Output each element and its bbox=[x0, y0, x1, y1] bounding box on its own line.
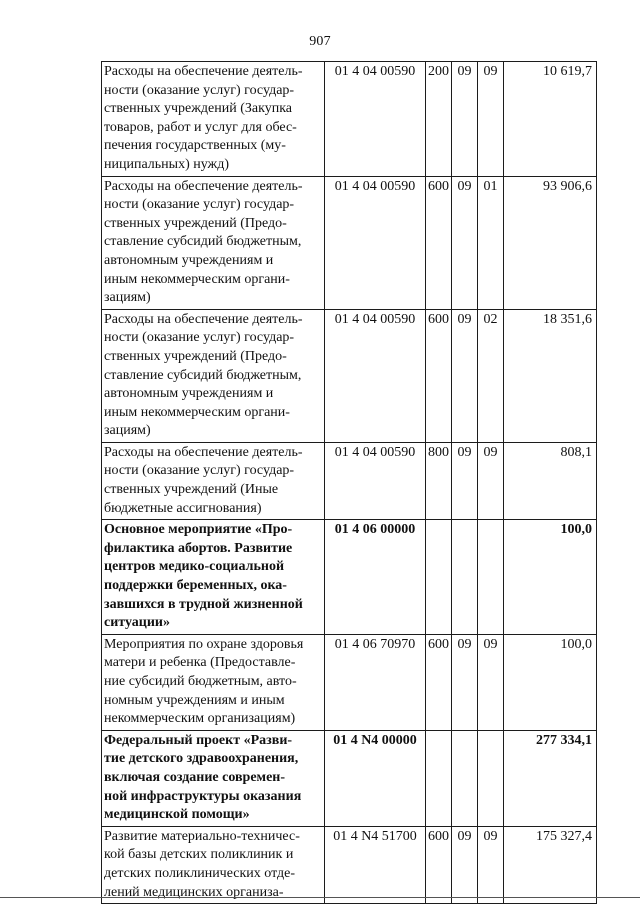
row-subsection: 02 bbox=[478, 309, 504, 442]
row-name-line: ности (оказание услуг) государ- bbox=[104, 82, 295, 98]
row-name-line: матери и ребенка (Предоставле- bbox=[104, 655, 296, 671]
row-expense-type: 200 bbox=[426, 62, 452, 177]
row-name-line: Расходы на обеспечение деятель- bbox=[104, 444, 303, 460]
row-name-line: бюджетные ассигнования) bbox=[104, 500, 262, 516]
row-sum: 100,0 bbox=[504, 520, 597, 635]
page-bottom-edge bbox=[0, 897, 640, 898]
table-row bbox=[102, 62, 597, 177]
row-code: 01 4 04 00590 bbox=[325, 309, 426, 442]
row-section: 09 bbox=[452, 176, 478, 309]
row-expense-type: 600 bbox=[426, 826, 452, 903]
row-code: 01 4 N4 00000 bbox=[325, 730, 426, 826]
row-name-line: ности (оказание услуг) государ- bbox=[104, 330, 295, 346]
row-name-line: Федеральный проект «Разви- bbox=[104, 732, 293, 748]
row-name bbox=[102, 634, 325, 730]
table-row bbox=[102, 442, 597, 519]
row-sum: 100,0 bbox=[504, 634, 597, 730]
table-row bbox=[102, 730, 597, 826]
row-section bbox=[452, 520, 478, 635]
row-subsection: 09 bbox=[478, 634, 504, 730]
row-code: 01 4 04 00590 bbox=[325, 62, 426, 177]
row-expense-type: 600 bbox=[426, 176, 452, 309]
row-name bbox=[102, 730, 325, 826]
row-name-line: детских поликлинических отде- bbox=[104, 865, 296, 881]
row-name bbox=[102, 309, 325, 442]
row-sum: 93 906,6 bbox=[504, 176, 597, 309]
row-section: 09 bbox=[452, 826, 478, 903]
row-code: 01 4 06 00000 bbox=[325, 520, 426, 635]
row-name-line: Основное мероприятие «Про- bbox=[104, 522, 293, 538]
row-code: 01 4 04 00590 bbox=[325, 176, 426, 309]
row-name-line: ставление субсидий бюджетным, bbox=[104, 367, 302, 383]
table-row bbox=[102, 826, 597, 903]
row-expense-type: 600 bbox=[426, 634, 452, 730]
row-name-line: ситуации» bbox=[104, 615, 170, 631]
row-expense-type: 800 bbox=[426, 442, 452, 519]
row-name-line: кой базы детских поликлиник и bbox=[104, 847, 294, 863]
row-subsection bbox=[478, 520, 504, 635]
row-name-line: Расходы на обеспечение деятель- bbox=[104, 311, 303, 327]
row-name-line: ственных учреждений (Предо- bbox=[104, 215, 287, 231]
row-name-line: поддержки беременных, ока- bbox=[104, 578, 287, 594]
row-name bbox=[102, 176, 325, 309]
row-name-line: иным некоммерческим органи- bbox=[104, 271, 290, 287]
row-name-line: номным учреждениям и иным bbox=[104, 692, 285, 708]
row-code: 01 4 04 00590 bbox=[325, 442, 426, 519]
page-number: 907 bbox=[309, 34, 331, 49]
row-subsection: 09 bbox=[478, 442, 504, 519]
row-name-line: автономным учреждениям и bbox=[104, 252, 274, 268]
row-name-line: ственных учреждений (Предо- bbox=[104, 348, 287, 364]
row-section: 09 bbox=[452, 309, 478, 442]
row-name-line: ственных учреждений (Иные bbox=[104, 482, 279, 498]
row-code: 01 4 N4 51700 bbox=[325, 826, 426, 903]
row-name-line: центров медико-социальной bbox=[104, 559, 285, 575]
row-expense-type: 600 bbox=[426, 309, 452, 442]
row-name-line: Развитие материально-техничес- bbox=[104, 828, 300, 844]
row-name-line: тие детского здравоохранения, bbox=[104, 751, 299, 767]
row-sum: 10 619,7 bbox=[504, 62, 597, 177]
row-name-line: ности (оказание услуг) государ- bbox=[104, 463, 295, 479]
row-section bbox=[452, 730, 478, 826]
row-section: 09 bbox=[452, 634, 478, 730]
row-name-line: медицинской помощи» bbox=[104, 807, 250, 823]
row-name bbox=[102, 520, 325, 635]
row-sum: 277 334,1 bbox=[504, 730, 597, 826]
row-name-line: ной инфраструктуры оказания bbox=[104, 788, 302, 804]
row-name-line: ности (оказание услуг) государ- bbox=[104, 197, 295, 213]
row-name bbox=[102, 826, 325, 903]
row-section: 09 bbox=[452, 442, 478, 519]
row-name-line: печения государственных (му- bbox=[104, 138, 286, 154]
row-name-line: некоммерческим организациям) bbox=[104, 711, 296, 727]
row-name-line: иным некоммерческим органи- bbox=[104, 404, 290, 420]
row-subsection: 09 bbox=[478, 62, 504, 177]
row-expense-type bbox=[426, 730, 452, 826]
row-name-line: Мероприятия по охране здоровья bbox=[104, 636, 304, 652]
row-section: 09 bbox=[452, 62, 478, 177]
row-name-line: Расходы на обеспечение деятель- bbox=[104, 64, 303, 79]
row-sum: 175 327,4 bbox=[504, 826, 597, 903]
row-name bbox=[102, 62, 325, 177]
row-name-line: филактика абортов. Развитие bbox=[104, 540, 293, 556]
row-name bbox=[102, 442, 325, 519]
row-name-line: зациям) bbox=[104, 290, 151, 306]
row-name-line: включая создание современ- bbox=[104, 769, 286, 785]
row-subsection: 01 bbox=[478, 176, 504, 309]
table-body bbox=[102, 62, 597, 904]
row-subsection: 09 bbox=[478, 826, 504, 903]
row-sum: 808,1 bbox=[504, 442, 597, 519]
row-name-line: ние субсидий бюджетным, авто- bbox=[104, 674, 297, 689]
row-code: 01 4 06 70970 bbox=[325, 634, 426, 730]
row-name-line: лений медицинских организа- bbox=[104, 884, 284, 900]
row-name-line: зациям) bbox=[104, 423, 151, 439]
table-row bbox=[102, 309, 597, 442]
table-row bbox=[102, 520, 597, 635]
row-name-line: ниципальных) нужд) bbox=[104, 156, 229, 172]
row-name-line: ставление субсидий бюджетным, bbox=[104, 234, 302, 250]
row-subsection bbox=[478, 730, 504, 826]
table-row bbox=[102, 176, 597, 309]
row-sum: 18 351,6 bbox=[504, 309, 597, 442]
row-expense-type bbox=[426, 520, 452, 635]
row-name-line: ственных учреждений (Закупка bbox=[104, 101, 292, 117]
row-name-line: Расходы на обеспечение деятель- bbox=[104, 178, 303, 194]
budget-table bbox=[101, 61, 597, 904]
row-name-line: товаров, работ и услуг для обес- bbox=[104, 119, 297, 135]
row-name-line: автономным учреждениям и bbox=[104, 386, 274, 402]
table-row bbox=[102, 634, 597, 730]
row-name-line: завшихся в трудной жизненной bbox=[104, 596, 303, 612]
